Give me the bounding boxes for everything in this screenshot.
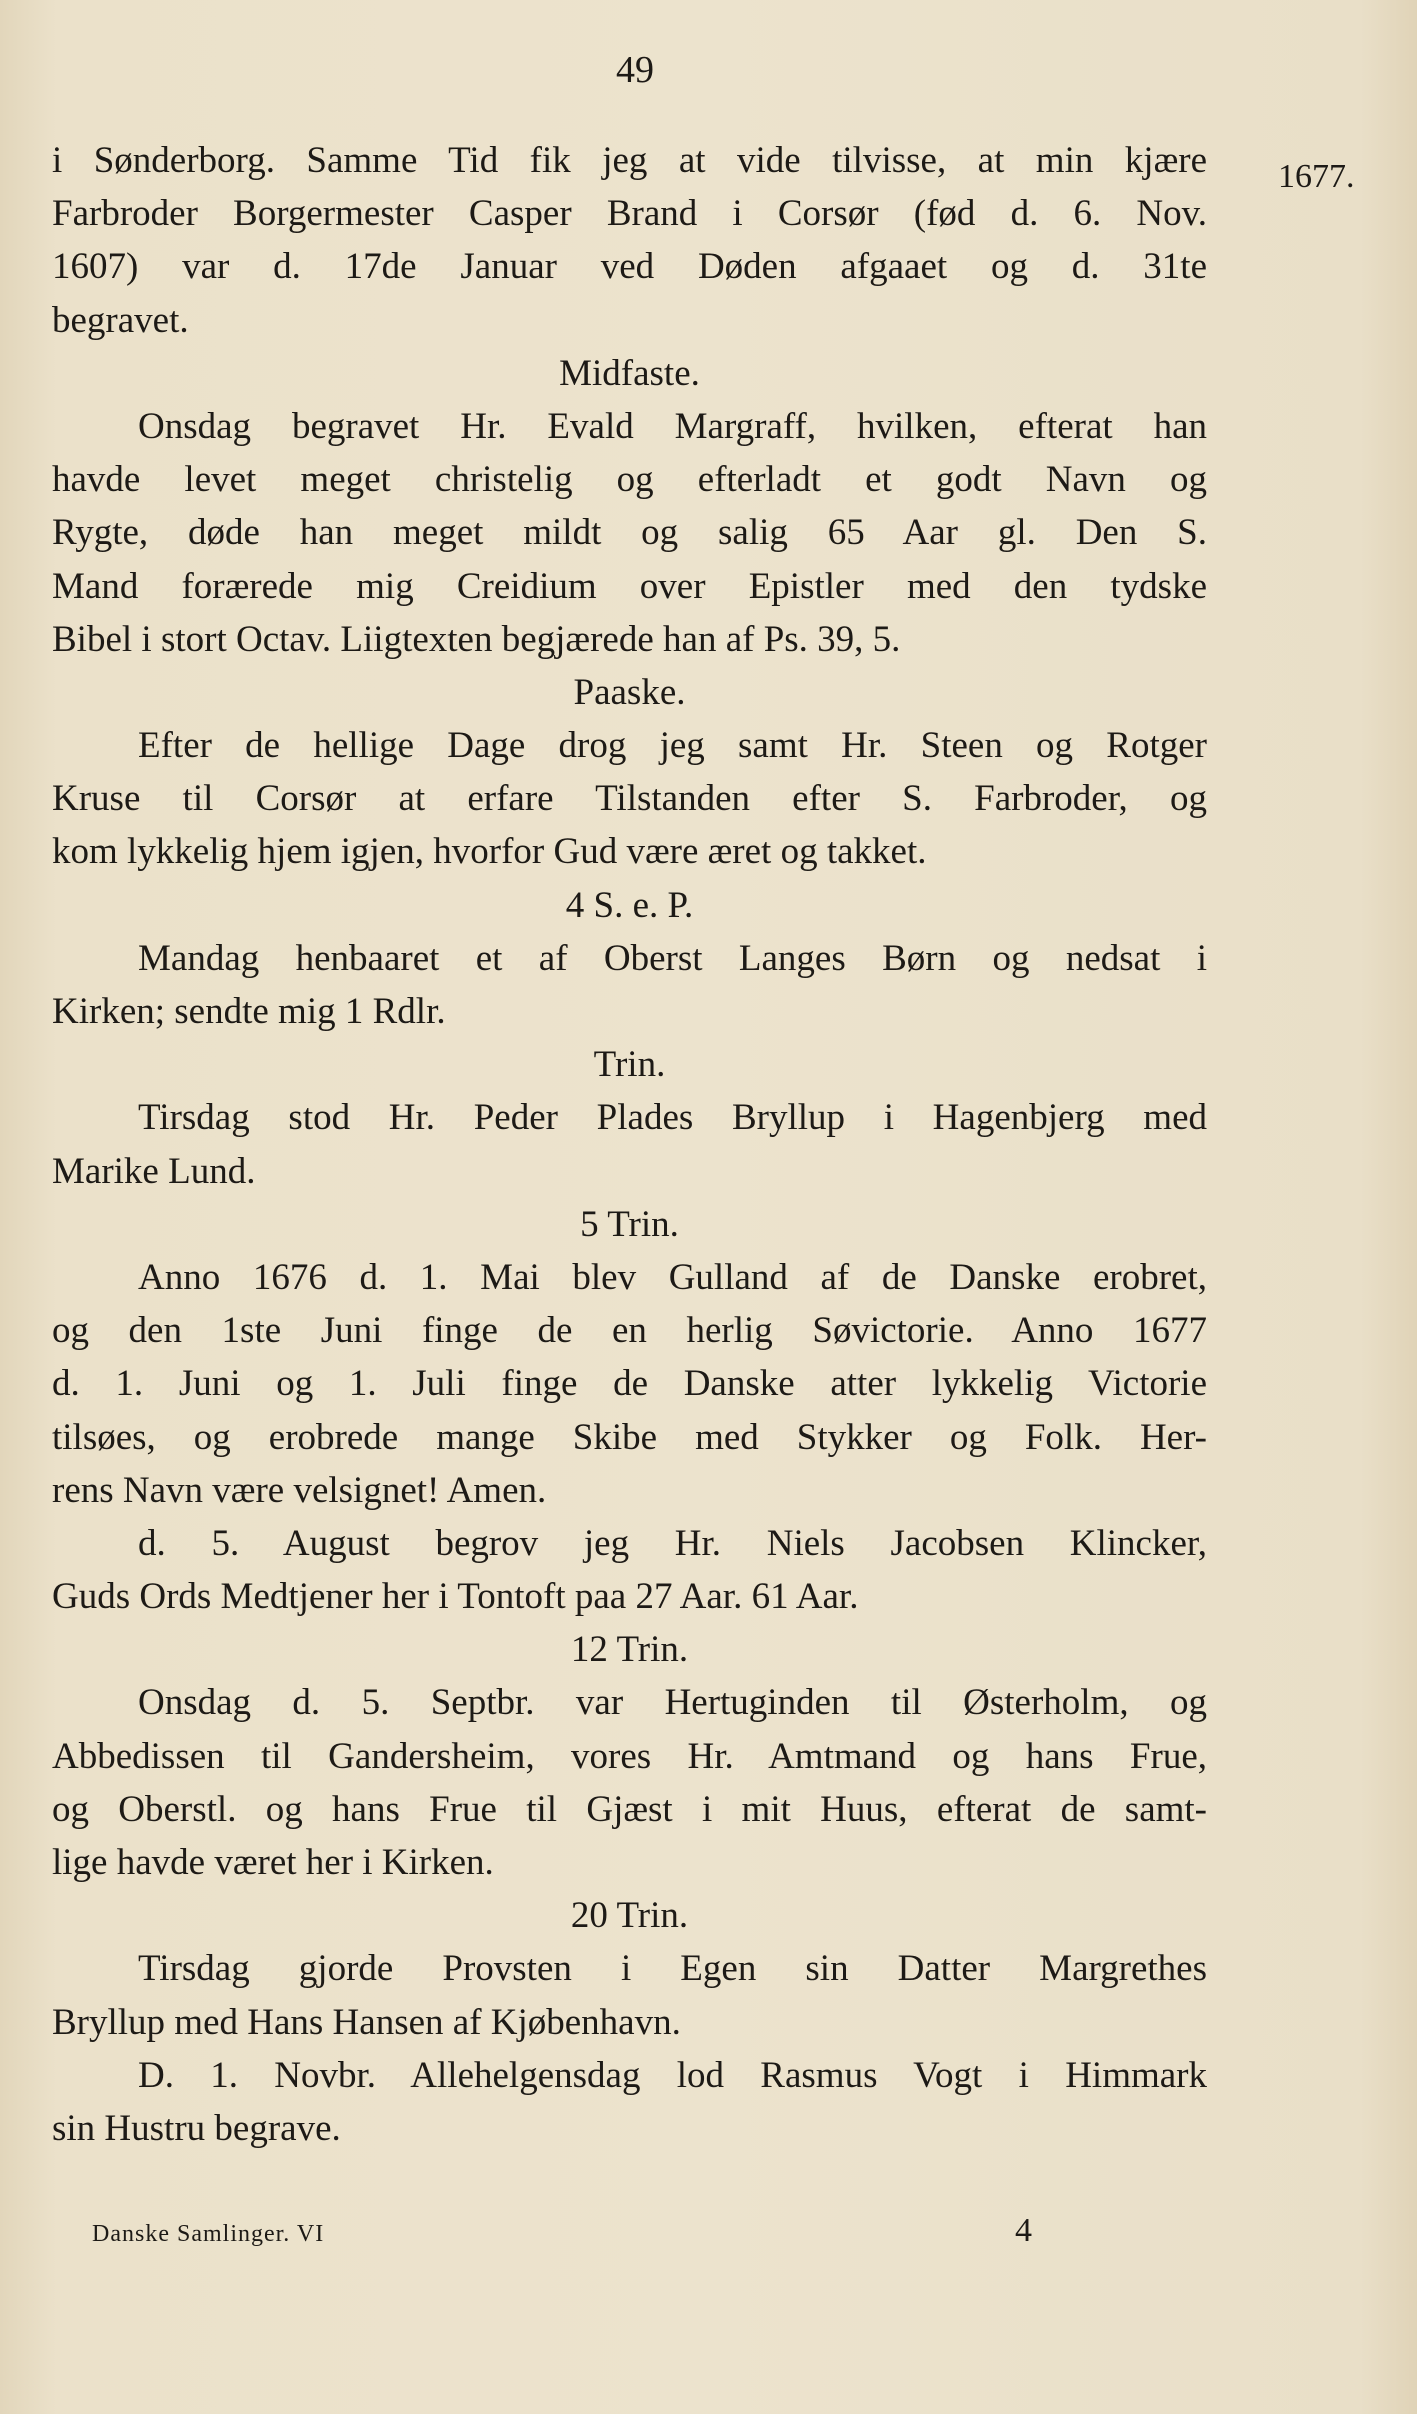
text-line: Anno 1676 d. 1. Mai blev Gulland af de Danske erobret, — [138, 1256, 1207, 1298]
page-number: 49 — [616, 49, 654, 91]
text-line: rens Navn være velsignet! Amen. — [52, 1469, 547, 1511]
text-line: Abbedissen til Gandersheim, vores Hr. Amtmand og hans Frue, — [52, 1735, 1207, 1777]
text-line: d. 1. Juni og 1. Juli finge de Danske atter lykkelig Victorie — [52, 1363, 1207, 1405]
text-line: Rygte, døde han meget mildt og salig 65 Aar gl. Den S. — [52, 512, 1207, 554]
text-line: D. 1. Novbr. Allehelgensdag lod Rasmus Vogt i Himmark — [138, 2054, 1207, 2096]
text-line: tilsøes, og erobrede mange Skibe med Stykker og Folk. Her- — [52, 1416, 1207, 1458]
section-heading: Trin. — [593, 1044, 666, 1086]
text-line: Onsdag d. 5. Septbr. var Hertuginden til Østerholm, og — [138, 1682, 1207, 1724]
section-heading: Midfaste. — [559, 352, 700, 394]
text-line: Bibel i stort Octav. Liigtexten begjærede han af Ps. 39, 5. — [52, 618, 901, 660]
section-heading: 20 Trin. — [570, 1895, 689, 1937]
text-line: kom lykkelig hjem igjen, hvorfor Gud være æret og takket. — [52, 831, 927, 873]
text-line: Mand forærede mig Creidium over Epistler med den tydske — [52, 565, 1207, 607]
text-line: d. 5. August begrov jeg Hr. Niels Jacobsen Klincker, — [138, 1522, 1207, 1564]
text-line: sin Hustru begrave. — [52, 2107, 341, 2149]
text-line: og den 1ste Juni finge de en herlig Søvictorie. Anno 1677 — [52, 1310, 1207, 1352]
text-line: Bryllup med Hans Hansen af Kjøbenhavn. — [52, 2001, 681, 2043]
page-footer — [92, 2212, 1032, 2250]
text-line: Guds Ords Medtjener her i Tontoft paa 27 Aar. 61 Aar. — [52, 1576, 859, 1618]
text-line: havde levet meget christelig og efterladt et godt Navn og — [52, 459, 1207, 501]
section-heading: 12 Trin. — [570, 1629, 689, 1671]
text-line: Kirken; sendte mig 1 Rdlr. — [52, 991, 446, 1032]
text-line: Farbroder Borgermester Casper Brand i Corsør (fød d. 6. Nov. — [52, 193, 1207, 235]
body-text — [52, 134, 1207, 2155]
margin-year-note: 1677. — [1278, 158, 1355, 195]
text-line: Kruse til Corsør at erfare Tilstanden efter S. Farbroder, og — [52, 778, 1207, 820]
footer-collection-label: Danske Samlinger. VI — [92, 2221, 325, 2247]
text-line: og Oberstl. og hans Frue til Gjæst i mit Huus, efterat de samt- — [52, 1788, 1207, 1830]
footer-signature-mark: 4 — [1015, 2212, 1032, 2249]
section-heading: Paaske. — [573, 671, 686, 713]
text-line: lige havde været her i Kirken. — [52, 1842, 494, 1883]
text-line: Marike Lund. — [52, 1150, 256, 1192]
section-heading: 4 S. e. P. — [565, 884, 694, 926]
text-line: Onsdag begravet Hr. Evald Margraff, hvilken, efterat han — [138, 405, 1207, 447]
text-line: Tirsdag stod Hr. Peder Plades Bryllup i Hagenbjerg med — [138, 1097, 1207, 1139]
text-line: begravet. — [52, 299, 189, 341]
text-line: Mandag henbaaret et af Oberst Langes Børn og nedsat i — [138, 937, 1207, 979]
text-line: Tirsdag gjorde Provsten i Egen sin Datter Margrethes — [138, 1948, 1207, 1990]
text-line: Efter de hellige Dage drog jeg samt Hr. Steen og Rotger — [138, 725, 1207, 767]
section-heading: 5 Trin. — [580, 1203, 679, 1245]
text-line: i Sønderborg. Samme Tid fik jeg at vide tilvisse, at min kjære — [52, 140, 1207, 181]
text-line: 1607) var d. 17de Januar ved Døden afgaaet og d. 31te — [52, 246, 1207, 288]
